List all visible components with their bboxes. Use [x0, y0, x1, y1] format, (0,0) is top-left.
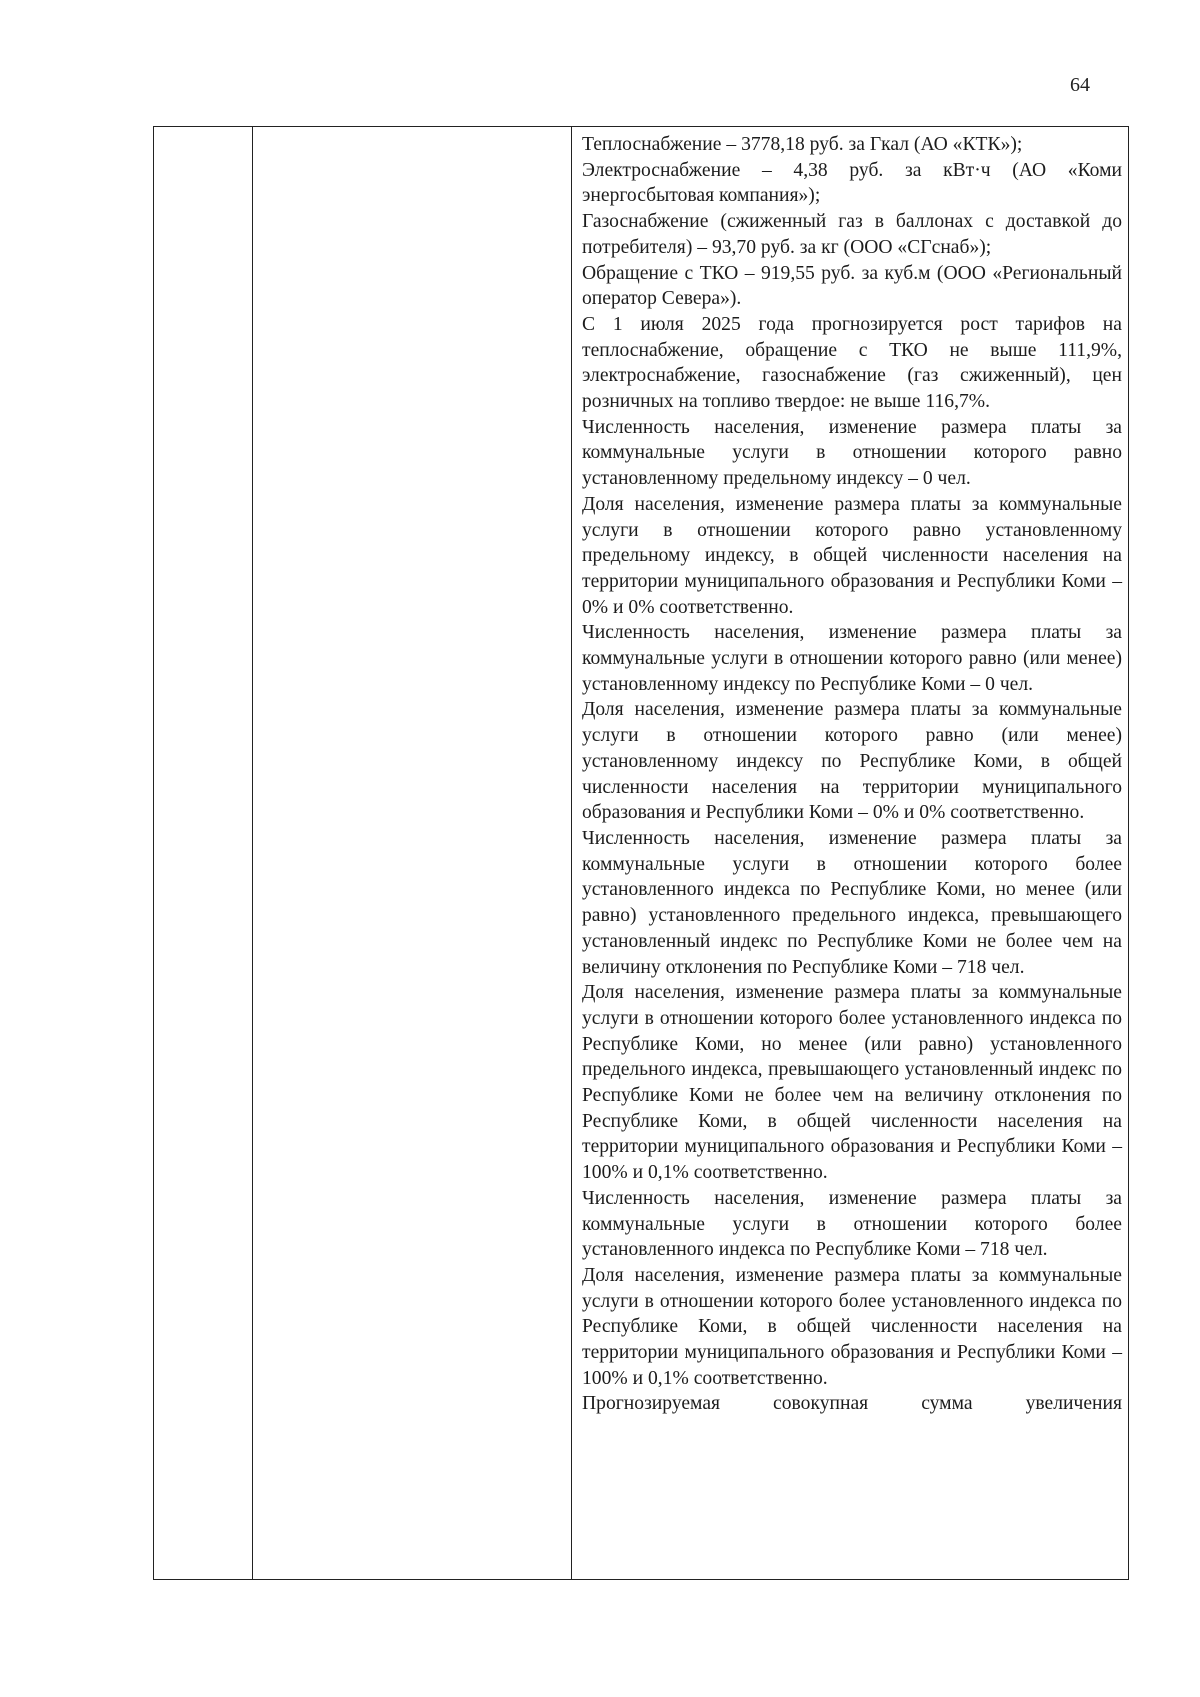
paragraph: Газоснабжение (сжиженный газ в баллонах с доставкой до потребителя) – 93,70 руб. за кг (ООО «СГснаб»); — [582, 211, 1122, 258]
paragraph: С 1 июля 2025 года прогнозируется рост тарифов на теплоснабжение, обращение с ТКО не выше 111,9%, электроснабжение, газоснабжение (газ сжиженный), цен розничных на топливо твердое: не выше 116,7%. — [582, 313, 1122, 413]
paragraph: Численность населения, изменение размера платы за коммунальные услуги в отношении которого более установленного индекса по Республике Коми, но менее (или равно) установленного предельного индекса, превышающего установленный индекс по Республике Коми не более чем на величину отклонения по Республике Коми – 718 чел. — [582, 827, 1122, 978]
table-cell-text — [572, 127, 1129, 1580]
document-table — [153, 126, 1129, 1580]
text-body — [582, 132, 1122, 1417]
paragraph: Численность населения, изменение размера платы за коммунальные услуги в отношении которого равно (или менее) установленному индексу по Республике Коми – 0 чел. — [582, 622, 1122, 695]
paragraph: Доля населения, изменение размера платы за коммунальные услуги в отношении которого равно (или менее) установленному индексу по Республике Коми, в общей численности населения на территории муниципального образования и Республики Коми – 0% и 0% соответственно. — [582, 699, 1122, 824]
paragraph: Численность населения, изменение размера платы за коммунальные услуги в отношении которого более установленного индекса по Республике Коми – 718 чел. — [582, 1187, 1122, 1261]
paragraph-continued: Прогнозируемая совокупная сумма увеличения — [582, 1393, 1122, 1415]
paragraph: Электроснабжение – 4,38 руб. за кВт·ч (АО «Коми энергосбытовая компания»); — [582, 159, 1122, 207]
paragraph: Численность населения, изменение размера платы за коммунальные услуги в отношении которого равно установленному предельному индексу – 0 чел. — [582, 416, 1122, 490]
table-cell-empty-2 — [253, 127, 572, 1580]
table-row — [154, 127, 1129, 1580]
paragraph: Обращение с ТКО – 919,55 руб. за куб.м (ООО «Региональный оператор Севера»). — [582, 262, 1122, 310]
paragraph: Доля населения, изменение размера платы за коммунальные услуги в отношении которого более установленного индекса по Республике Коми, в общей численности населения на территории муниципального образования и Республики Коми – 100% и 0,1% соответственно. — [582, 1264, 1122, 1389]
page-number: 64 — [1070, 74, 1090, 96]
table-cell-empty-1 — [154, 127, 253, 1580]
paragraph: Теплоснабжение – 3778,18 руб. за Гкал (АО «КТК»); — [582, 134, 1023, 155]
paragraph: Доля населения, изменение размера платы за коммунальные услуги в отношении которого более установленного индекса по Республике Коми, но менее (или равно) установленного предельного индекса, превышающего установленный индекс по Республике Коми не более чем на величину отклонения по Республике Коми, в общей численности населения на территории муниципального образования и Республики Коми – 100% и 0,1% соответственно. — [582, 982, 1122, 1184]
paragraph: Доля населения, изменение размера платы за коммунальные услуги в отношении которого равно установленному предельному индексу, в общей численности населения на территории муниципального образования и Республики Коми – 0% и 0% соответственно. — [582, 493, 1122, 618]
